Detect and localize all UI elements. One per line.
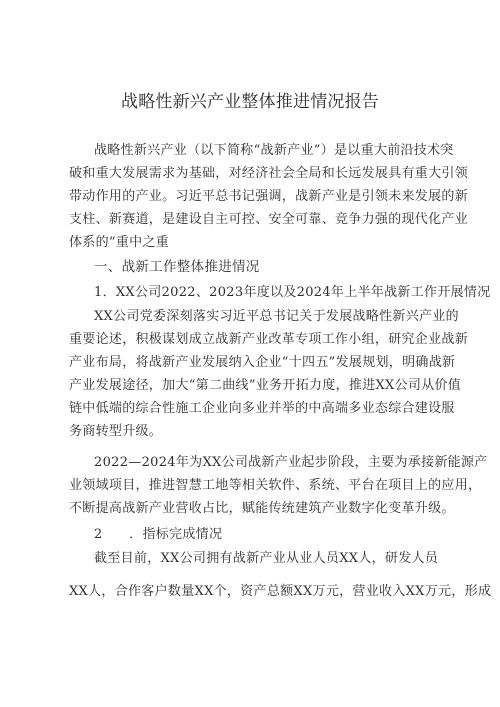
paragraph-line: 体系的“重中之重 (69, 235, 170, 250)
paragraph-line: XX公司党委深刻落实习近平总书记关于发展战略性新兴产业的 (94, 309, 459, 324)
paragraph-line: 2022—2024年为XX公司战新产业起步阶段，主要为承接新能源产 (94, 455, 488, 470)
paragraph-line: 业领域项目，推进智慧工地等相关软件、系统、平台在项目上的应用， (69, 478, 482, 493)
paragraph-line: 重要论述，积极谋划成立战新产业改革专项工作小组，研究企业战新 (69, 332, 469, 347)
subsection-heading: 2 ．指标完成情况 (94, 527, 223, 542)
paragraph-line: 产业发展途径，加大“第二曲线”业务开拓力度，推进XX公司从价值 (69, 378, 462, 393)
paragraph-line: 链中低端的综合性施工企业向多业并举的中高端多业态综合建设服 (69, 401, 455, 416)
section-heading: 一、战新工作整体推进情况 (94, 259, 260, 275)
paragraph-line: 战略性新兴产业（以下简称“战新产业”）是以重大前沿技术突 (94, 143, 454, 158)
subsection-heading: 1．XX公司2022、2023年度以及2024年上半年战新工作开展情况 (94, 285, 491, 300)
paragraph-line: 破和重大发展需求为基础，对经济社会全局和长远发展具有重大引领 (69, 166, 469, 181)
paragraph-line: XX人，合作客户数量XX个，资产总额XX万元，营业收入XX万元，形成 (69, 584, 492, 599)
paragraph-line: 截至目前，XX公司拥有战新产业从业人员XX人，研发人员 (94, 551, 439, 566)
paragraph-line: 务商转型升级。 (69, 424, 163, 439)
paragraph-line: 支柱、新赛道，是建设自主可控、安全可靠、竞争力强的现代化产业 (69, 212, 469, 227)
paragraph-line: 产业布局，将战新产业发展纳入企业“十四五”发展规划，明确战新 (69, 355, 456, 370)
paragraph-line: 不断提高战新产业营收占比，赋能传统建筑产业数字化变革升级。 (69, 501, 455, 516)
paragraph-line: 带动作用的产业。习近平总书记强调，战新产业是引领未来发展的新 (69, 189, 469, 204)
document-title: 战略性新兴产业整体推进情况报告 (121, 92, 379, 112)
